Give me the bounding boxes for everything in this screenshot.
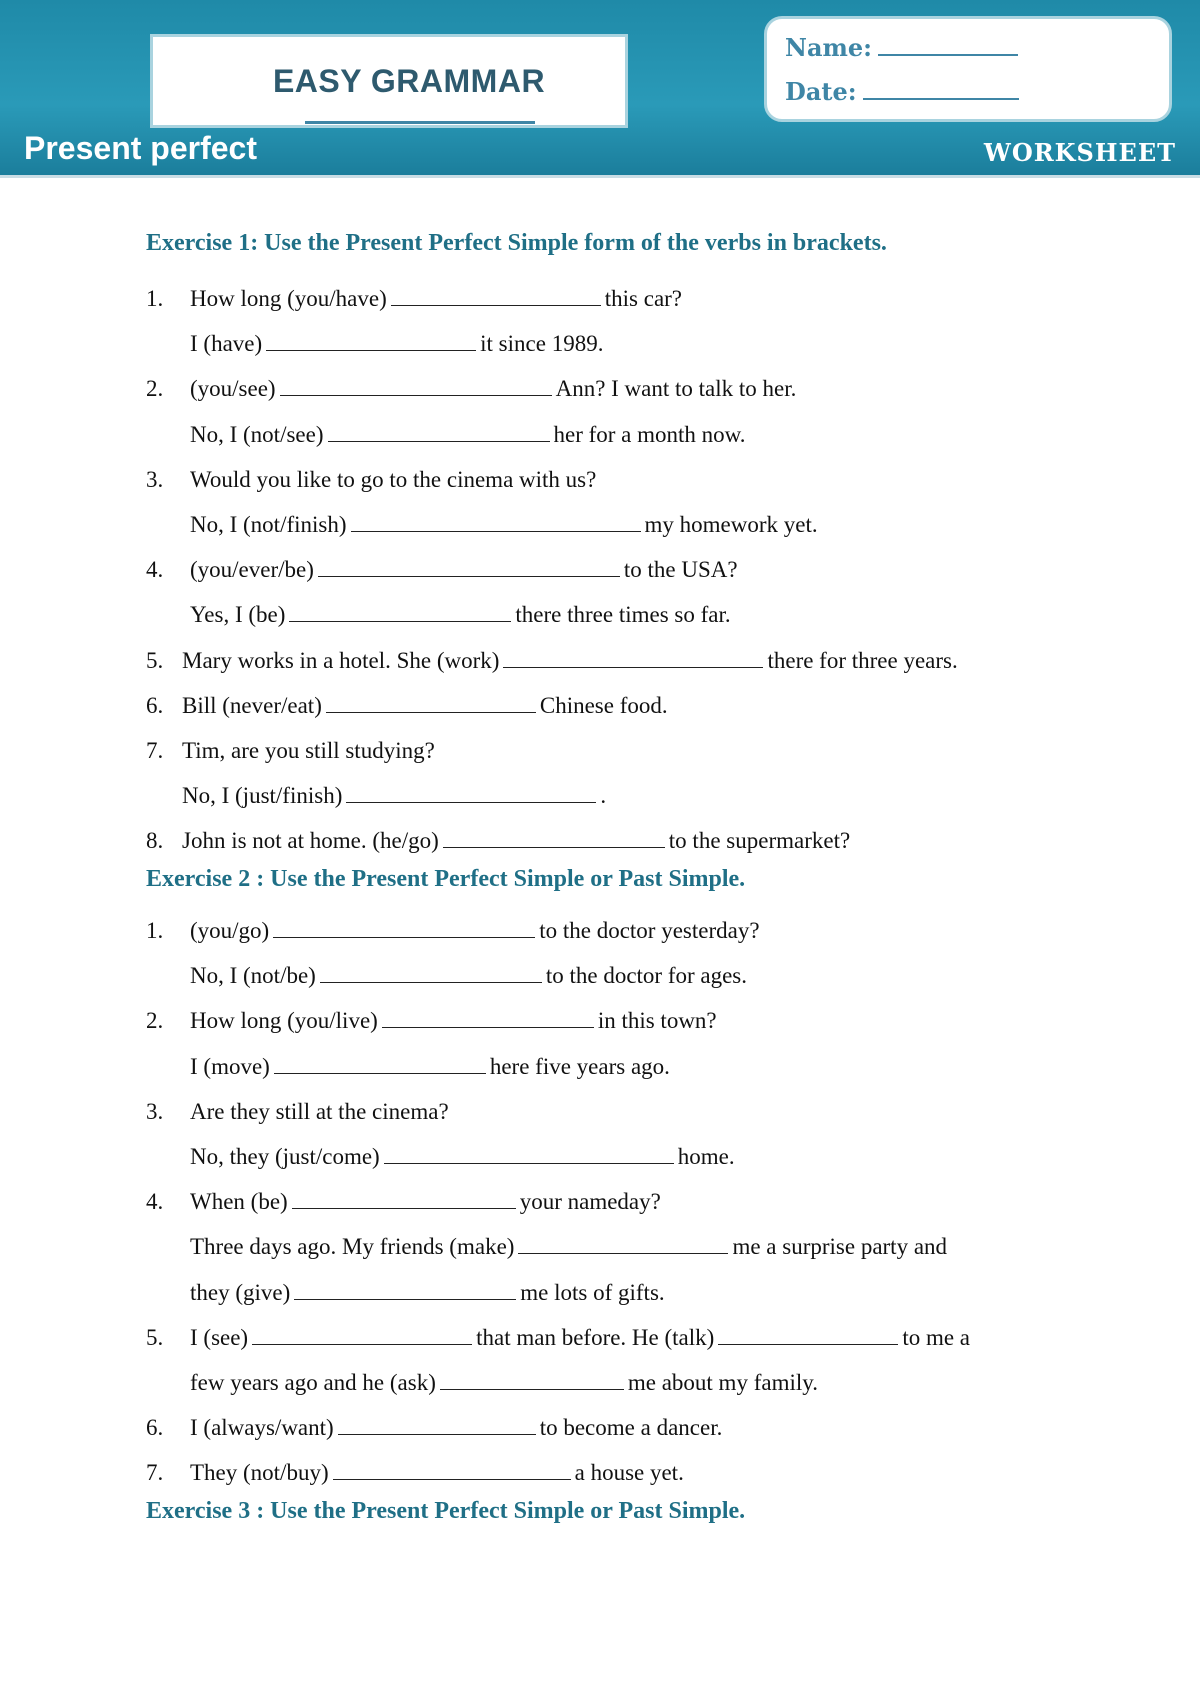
exercise1-line [190,467,596,493]
answer-blank[interactable] [294,1280,516,1300]
answer-blank[interactable] [326,693,536,713]
exercise1-item-number: 8. [146,828,164,854]
exercise2-item-number: 3. [146,1098,164,1124]
exercise-text: to become a dancer. [539,1415,723,1441]
answer-blank[interactable] [266,331,476,351]
exercise-text: to the doctor for ages. [545,963,748,989]
exercise1-item-number: 2. [146,376,164,402]
exercise-text: to the USA? [623,557,738,583]
exercise-text: They (not/buy) [190,1460,329,1486]
exercise-text: When (be) [190,1189,288,1215]
exercise-text: in this town? [597,1008,717,1034]
date-field [785,77,1019,106]
worksheet-tag: WORKSHEET [983,138,1176,167]
exercise2-line [190,1008,717,1034]
exercise-text: How long (you/have) [190,286,387,311]
exercise-text: No, I (not/see) [190,421,324,447]
exercise-text: this car? [604,286,683,311]
exercise-text: Would you like to go to the cinema with us? [190,466,597,492]
exercise1-line [182,828,850,854]
answer-blank[interactable] [274,1054,486,1074]
exercise-text: How long (you/live) [190,1008,378,1034]
exercise2-item-number: 6. [146,1415,164,1441]
exercise2-item-number: 5. [146,1324,164,1350]
exercise-text: I (always/want) [190,1415,334,1441]
answer-blank[interactable] [351,512,641,532]
worksheet-title: EASY GRAMMAR [272,63,546,99]
answer-blank[interactable] [518,1234,728,1254]
subject-title: Present perfect [24,130,257,166]
exercise1-item-number: 4. [146,557,164,583]
answer-blank[interactable] [318,557,620,577]
exercise1-line [190,286,682,312]
exercise2-line [190,1460,684,1486]
exercise-text: there three times so far. [515,602,731,628]
exercise1-line [190,602,731,628]
name-blank [878,36,1018,56]
answer-blank[interactable] [280,376,552,396]
title-underline [305,121,535,124]
answer-blank[interactable] [320,963,542,983]
exercise1-line [182,783,606,809]
answer-blank[interactable] [384,1144,674,1164]
exercise2-line [190,1370,818,1396]
answer-blank[interactable] [333,1460,571,1480]
exercise-text: it since 1989. [480,331,604,357]
exercise-text: Mary works in a hotel. She (work) [182,647,500,673]
exercise-text: that man before. He (talk) [476,1324,715,1350]
exercise-text: . [600,783,607,809]
exercise1-item-number: 1. [146,286,164,311]
answer-blank[interactable] [718,1325,898,1345]
exercise2-line [190,1234,947,1260]
exercise1-line [182,693,668,719]
exercise2-line [190,1189,661,1215]
date-label: Date: [785,77,857,106]
exercise2-line [190,963,747,989]
exercise-text: me about my family. [627,1370,818,1395]
exercise-text: they (give) [190,1279,291,1305]
exercise-text: few years ago and he (ask) [190,1370,436,1395]
answer-blank[interactable] [328,422,550,442]
exercise1-item-number: 3. [146,466,164,492]
answer-blank[interactable] [292,1189,516,1209]
exercise-text: John is not at home. (he/go) [182,828,439,854]
exercise-text: Yes, I (be) [190,602,286,628]
exercise-text: your nameday? [519,1189,661,1215]
exercise1-line [190,512,818,538]
exercise-text: a house yet. [574,1460,684,1486]
answer-blank[interactable] [503,648,763,668]
exercise2-line [190,918,760,944]
answer-blank[interactable] [338,1415,536,1435]
exercise-text: (you/ever/be) [190,557,314,583]
answer-blank[interactable] [273,918,535,938]
exercise-text: No, I (not/finish) [190,512,347,537]
exercise-text: me a surprise party and [732,1234,948,1260]
exercise1-title: Exercise 1: Use the Present Perfect Simple form of the verbs in brackets. [146,230,887,256]
exercise1-line [182,738,435,764]
exercise2-line [190,1054,670,1080]
exercise3-title: Exercise 3 : Use the Present Perfect Simple or Past Simple. [146,1498,746,1524]
exercise2-line [190,1099,449,1125]
exercise1-line [182,648,958,674]
exercise-text: home. [677,1144,735,1169]
exercise-text: (you/see) [190,376,276,402]
answer-blank[interactable] [440,1370,624,1390]
exercise-text: me lots of gifts. [520,1279,665,1305]
exercise-text: to the doctor yesterday? [539,918,760,943]
exercise-text: Bill (never/eat) [182,692,322,718]
exercise2-item-number: 4. [146,1189,164,1215]
exercise1-line [190,557,738,583]
exercise2-line [190,1415,722,1441]
exercise-text: No, I (just/finish) [182,783,343,809]
answer-blank[interactable] [382,1008,594,1028]
exercise2-item-number: 7. [146,1460,164,1486]
exercise-text: there for three years. [767,647,958,673]
exercise2-line [190,1280,665,1306]
exercise-text: Ann? I want to talk to her. [555,376,797,402]
exercise-text: I (see) [190,1324,249,1350]
answer-blank[interactable] [346,783,596,803]
answer-blank[interactable] [252,1325,472,1345]
exercise-text: I (have) [190,331,263,357]
answer-blank[interactable] [391,286,601,306]
exercise1-line [190,331,603,357]
exercise-text: to me a [902,1324,971,1350]
worksheet-header [0,0,1200,178]
name-field [785,33,1018,62]
exercise1-item-number: 7. [146,738,164,763]
exercise1-line [190,422,746,448]
exercise-text: No, I (not/be) [190,963,316,989]
exercise-text: Tim, are you still studying? [182,738,435,763]
exercise-text: Are they still at the cinema? [190,1098,449,1124]
exercise-text: Chinese food. [539,692,668,718]
exercise-text: her for a month now. [553,421,746,447]
answer-blank[interactable] [443,828,665,848]
exercise-text: (you/go) [190,918,270,943]
name-label: Name: [785,33,873,62]
exercise-text: my homework yet. [644,512,818,537]
date-blank [863,80,1019,100]
exercise-text: Three days ago. My friends (make) [190,1234,515,1260]
exercise-text: I (move) [190,1053,270,1079]
exercise1-line [190,376,796,402]
exercise2-item-number: 2. [146,1008,164,1034]
title-box [150,34,628,128]
exercise-text: No, they (just/come) [190,1144,380,1169]
exercise-text: to the supermarket? [668,828,851,854]
answer-blank[interactable] [289,602,511,622]
exercise2-line [190,1144,735,1170]
exercise2-item-number: 1. [146,918,164,943]
exercise1-item-number: 6. [146,692,164,718]
exercise-text: here five years ago. [489,1053,670,1079]
exercise2-title: Exercise 2 : Use the Present Perfect Simple or Past Simple. [146,866,746,892]
exercise1-item-number: 5. [146,647,164,673]
exercise2-line [190,1325,970,1351]
name-date-box [764,16,1172,122]
